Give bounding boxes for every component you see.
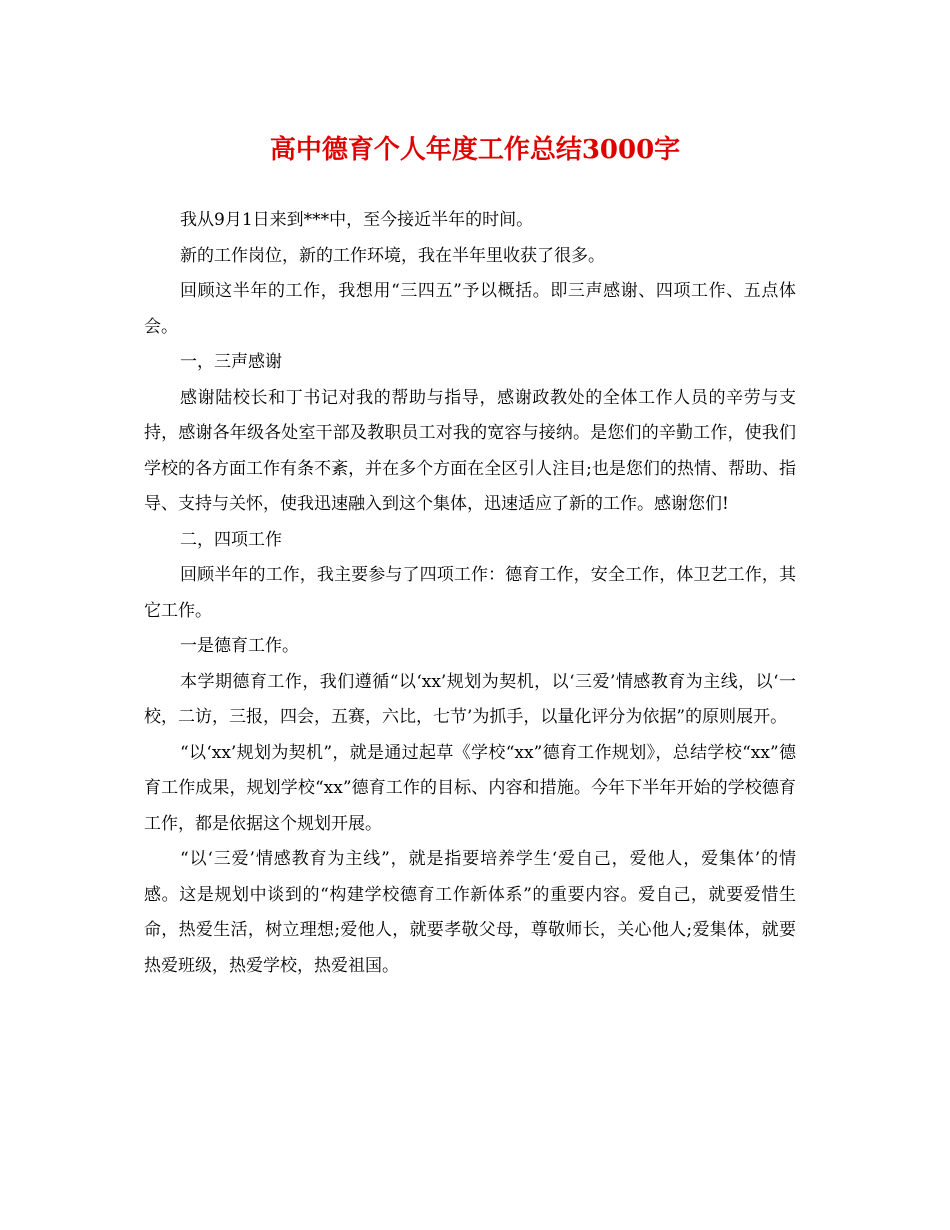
subsection-heading: 一是德育工作。 [180, 636, 299, 656]
paragraph: “以‘三爱’情感教育为主线”，就是指要培养学生‘爱自己，爱他人，爱集体’的情感。这是规划中谈到的“构建学校德育工作新体系”的重要内容。爱自己，就要爱惜生命，热爱生活，树立理想;爱他人，就要孝敬父母，尊敬师长，关心他人;爱集体，就要热爱班级，热爱学校，热爱祖国。 [144, 849, 796, 976]
section-heading: 二，四项工作 [180, 529, 282, 550]
paragraph: 我从9月1日来到***中，至今接近半年的时间。 [180, 210, 534, 230]
section-heading: 一，三声感谢 [180, 352, 282, 372]
paragraph: 回顾这半年的工作，我想用“三四五”予以概括。即三声感谢、四项工作、五点体会。 [144, 281, 796, 337]
document-title: 高中德育个人年度工作总结3000字 [269, 135, 681, 165]
paragraph: “以‘xx’规划为契机”，就是通过起草《学校“xx”德育工作规划》，总结学校“xx”德育工作成果，规划学校“xx”德育工作的目标、内容和措施。今年下半年开始的学校德育工作，都是依据这个规划开展。 [144, 742, 796, 834]
paragraph: 回顾半年的工作，我主要参与了四项工作：德育工作，安全工作，体卫艺工作，其它工作。 [144, 565, 796, 621]
paragraph: 本学期德育工作，我们遵循“以‘xx’规划为契机，以‘三爱’情感教育为主线，以‘一校，二访，三报，四会，五赛，六比，七节’为抓手，以量化评分为依据”的原则展开。 [144, 671, 796, 727]
document-body [144, 203, 796, 984]
paragraph: 新的工作岗位，新的工作环境，我在半年里收获了很多。 [180, 245, 605, 266]
paragraph: 感谢陆校长和丁书记对我的帮助与指导，感谢政教处的全体工作人员的辛劳与支持，感谢各年级各处室干部及教职员工对我的宽容与接纳。是您们的辛勤工作，使我们学校的各方面工作有条不紊，并在多个方面在全区引人注目;也是您们的热情、帮助、指导、支持与关怀，使我迅速融入到这个集体，迅速适应了新的工作。感谢您们! [144, 387, 796, 514]
